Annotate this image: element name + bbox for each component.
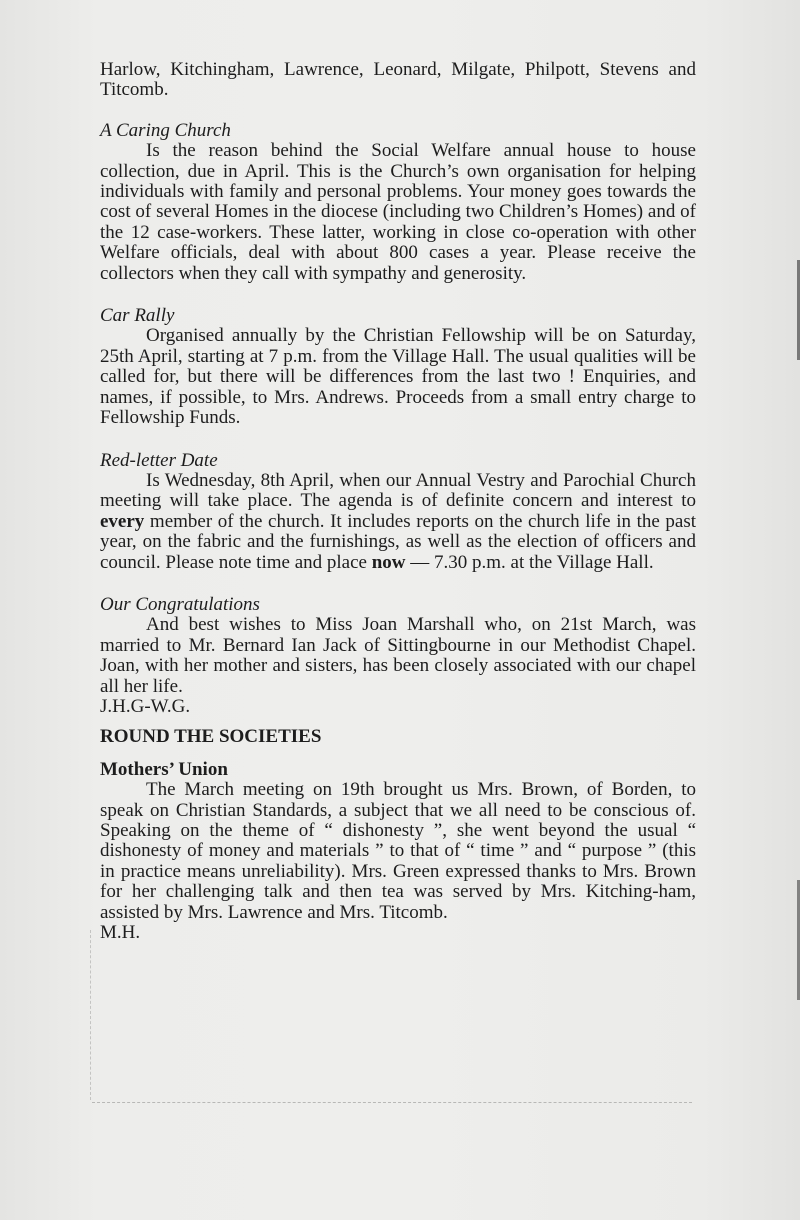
congratulations-body: And best wishes to Miss Joan Marshall who, on 21st March, was married to Mr. Bernard Ian Jack of Sittingbourne in our Methodist Chapel. Joan, with her mother and sisters, has been closely associated with our chapel all her life. — [100, 614, 696, 697]
document-body — [100, 60, 696, 943]
bottom-rule — [92, 1102, 692, 1103]
intro-line: Harlow, Kitchingham, Lawrence, Leonard, Milgate, Philpott, Stevens and Titcomb. — [100, 59, 696, 101]
caring-church-heading: A Caring Church — [100, 119, 231, 141]
red-letter-text-b: member of the church. It includes reports on the church life in the past year, on the fabric and the furnishings, as well as the election of officers and council. Please note time and place — [100, 510, 696, 573]
margin-mark — [90, 930, 91, 1100]
car-rally-body: Organised annually by the Christian Fellowship will be on Saturday, 25th April, starting at 7 p.m. from the Village Hall. The usual qualities will be called for, but there will be differences from the last two ! Enquiries, and names, if possible, to Mrs. Andrews. Proceeds from a small entry charge to Fellowship Funds. — [100, 325, 696, 429]
mothers-union-heading: Mothers’ Union — [100, 758, 228, 780]
red-letter-text-a: Is Wednesday, 8th April, when our Annual Vestry and Parochial Church meeting will take place. The agenda is of definite concern and interest to — [100, 469, 696, 512]
caring-church-body: Is the reason behind the Social Welfare annual house to house collection, due in April. This is the Church’s own organisation for helping individuals with family and personal problems. Your money goes towards the cost of several Homes in the diocese (including two Children’s Homes) and of the 12 case-workers. These latter, working in close co-operation with other Welfare officials, deal with about 800 cases a year. Please receive the collectors when they call with sympathy and generosity. — [100, 140, 696, 284]
red-letter-emphasis-now: now — [371, 551, 406, 573]
congratulations-heading: Our Congratulations — [100, 593, 260, 615]
congratulations-signature: J.H.G-W.G. — [100, 695, 191, 717]
red-letter-emphasis-every: every — [100, 510, 145, 532]
red-letter-text-c: — 7.30 p.m. at the Village Hall. — [410, 551, 654, 573]
red-letter-heading: Red-letter Date — [100, 449, 218, 471]
red-letter-body — [100, 471, 696, 573]
societies-heading: ROUND THE SOCIETIES — [100, 726, 322, 748]
mothers-union-signature: M.H. — [100, 922, 141, 944]
car-rally-heading: Car Rally — [100, 305, 175, 327]
mothers-union-body: The March meeting on 19th brought us Mrs. Brown, of Borden, to speak on Christian Standards, a subject that we all need to be conscious of. Speaking on the theme of “ dishonesty ”, she went beyond the usual “ dishonesty of money and materials ” to that of “ time ” and “ purpose ” (this in practice means unreliability). Mrs. Green expressed thanks to Mrs. Brown for her challenging talk and then tea was served by Mrs. Kitching-ham, assisted by Mrs. Lawrence and Mrs. Titcomb. — [100, 779, 696, 923]
